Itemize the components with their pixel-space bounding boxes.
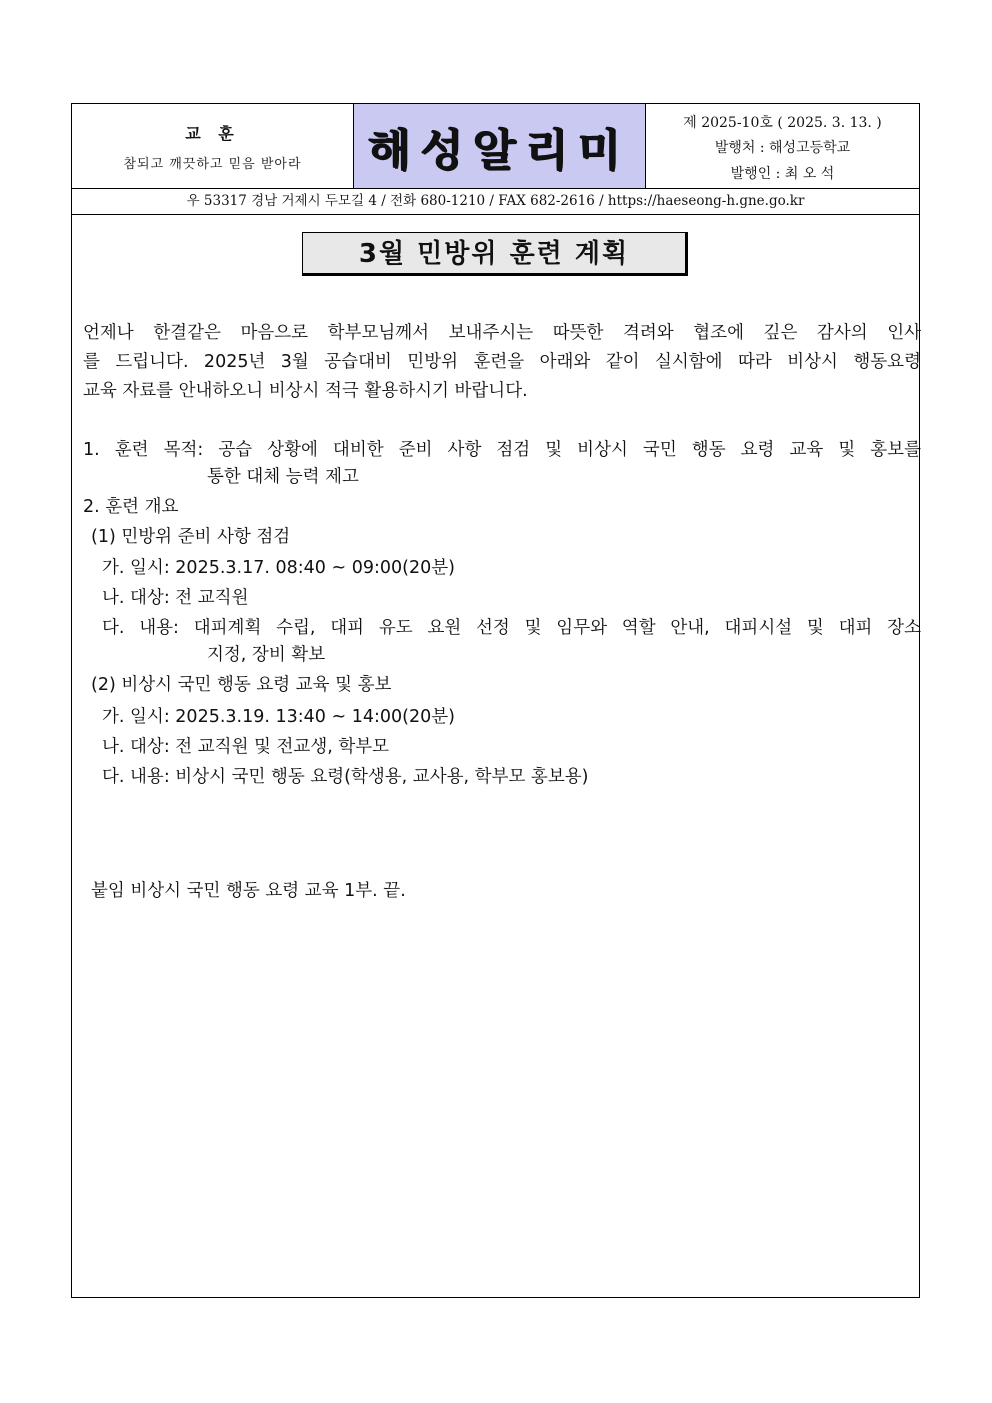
- intro-line: 교육 자료를 안내하오니 비상시 적극 활용하시기 바랍니다.: [83, 381, 528, 401]
- section2-target: 나. 대상: 전 교직원 및 전교생, 학부모: [102, 737, 390, 757]
- attachment-note: 붙임 비상시 국민 행동 요령 교육 1부. 끝.: [91, 881, 406, 901]
- newsletter-banner: [354, 104, 646, 188]
- intro-line: 를 드립니다. 2025년 3월 공습대비 민방위 훈련을 아래와 같이 실시함에 따라 비상시 행동요령: [83, 352, 921, 372]
- issue-number: 제 2025-10호 ( 2025. 3. 13. ): [683, 115, 882, 131]
- issue-info-box: [646, 104, 919, 188]
- publisher-person: 발행인 : 최 오 석: [730, 166, 835, 182]
- document-title: 3월 민방위 훈련 계획: [358, 239, 630, 269]
- purpose-line-continued: 통한 대체 능력 제고: [207, 467, 359, 487]
- motto-text: 참되고 깨끗하고 믿음 받아라: [123, 157, 302, 172]
- section2-content: 다. 내용: 비상시 국민 행동 요령(학생용, 교사용, 학부모 홍보용): [102, 767, 589, 787]
- intro-line: 언제나 한결같은 마음으로 학부모님께서 보내주시는 따뜻한 격려와 협조에 깊은 감사의 인사: [83, 323, 921, 343]
- purpose-line: 1. 훈련 목적: 공습 상황에 대비한 준비 사항 점검 및 비상시 국민 행동 요령 교육 및 홍보를: [83, 440, 921, 460]
- publisher-org: 발행처 : 해성고등학교: [714, 140, 851, 156]
- section1-heading: (1) 민방위 준비 사항 점검: [91, 527, 291, 547]
- overview-heading: 2. 훈련 개요: [83, 497, 179, 517]
- newsletter-header: [72, 104, 919, 189]
- school-motto-box: [72, 104, 354, 188]
- banner-title: 해성알리미: [368, 125, 631, 176]
- newsletter-frame: [71, 103, 920, 1298]
- section1-content-continued: 지정, 장비 확보: [207, 645, 326, 665]
- motto-title: 교 훈: [185, 124, 240, 143]
- contact-line: 우 53317 경남 거제시 두모길 4 / 전화 680-1210 / FAX 682-2616 / https://haeseong-h.gne.go.kr: [72, 189, 919, 215]
- section2-date: 가. 일시: 2025.3.19. 13:40 ~ 14:00(20분): [102, 707, 455, 727]
- section2-heading: (2) 비상시 국민 행동 요령 교육 및 홍보: [91, 675, 392, 695]
- section1-date: 가. 일시: 2025.3.17. 08:40 ~ 09:00(20분): [102, 558, 455, 578]
- section1-content: 다. 내용: 대피계획 수립, 대피 유도 요원 선정 및 임무와 역할 안내, 대피시설 및 대피 장소: [102, 618, 921, 638]
- document-title-box: [302, 232, 688, 276]
- section1-target: 나. 대상: 전 교직원: [102, 588, 249, 608]
